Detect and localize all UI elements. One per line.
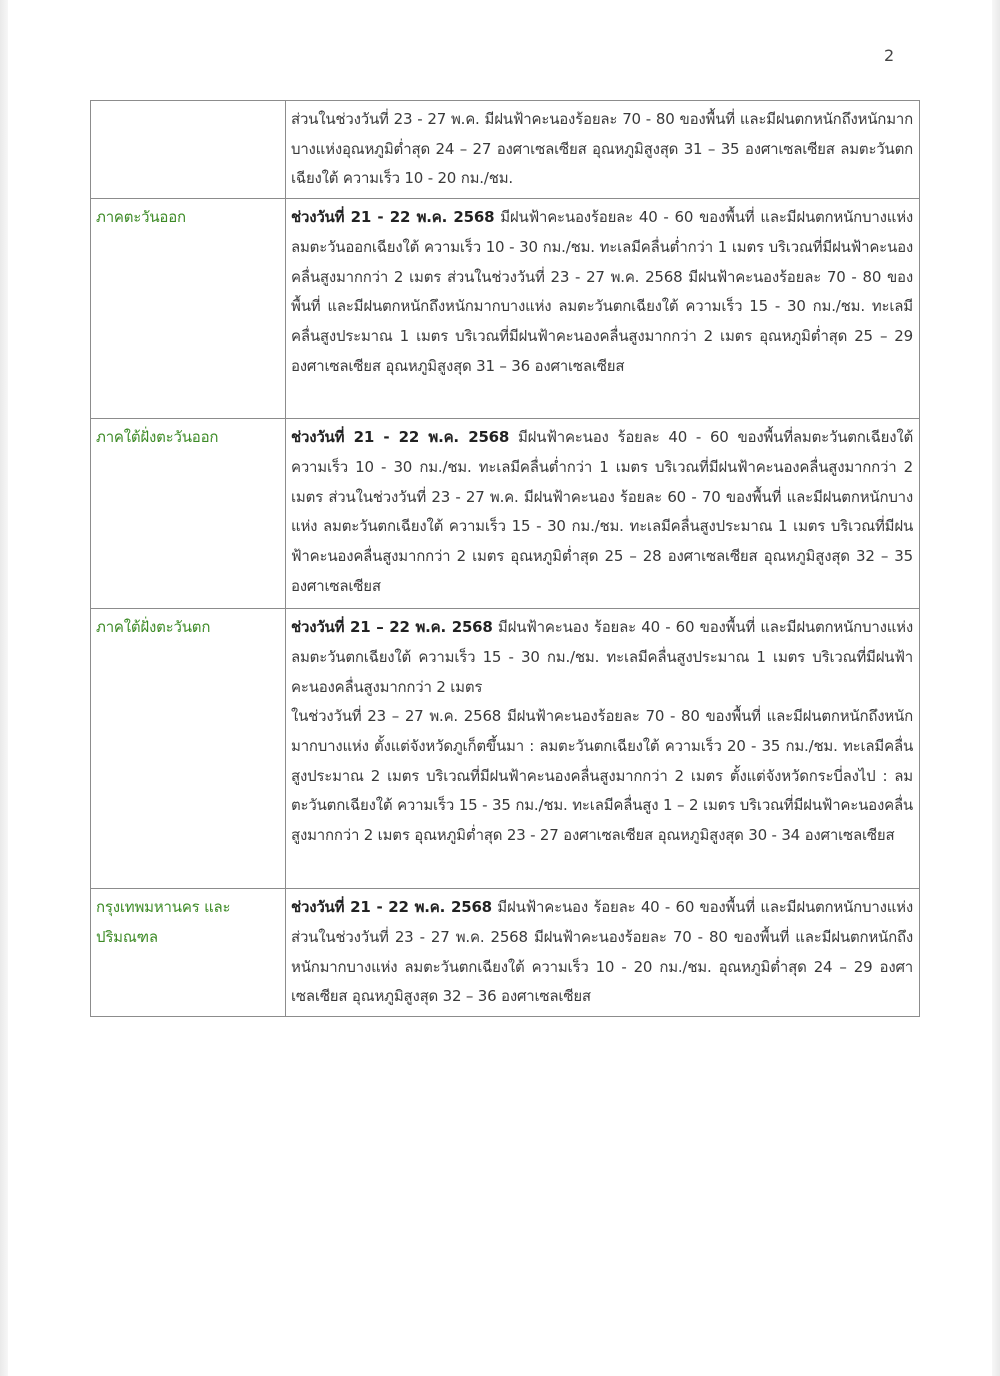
period-label: ช่วงวันที่ 21 – 22 พ.ค. 2568: [291, 618, 493, 637]
table-row: [91, 889, 920, 1017]
period-label: ช่วงวันที่ 21 - 22 พ.ค. 2568: [291, 898, 492, 917]
detail-cell: [286, 101, 920, 199]
viewer-edge-left: [0, 0, 8, 1376]
region-name: ภาคตะวันออก: [96, 208, 186, 227]
detail-cell: [286, 609, 920, 889]
detail-text: มีฝนฟ้าคะนองร้อยละ 40 - 60 ของพื้นที่ และมีฝนตกหนักบางแห่งลมตะวันออกเฉียงใต้ ความเร็ว 10 - 30 กม./ชม. ทะเลมีคลื่นต่ำกว่า 1 เมตร บริเวณที่มีฝนฟ้าคะนองคลื่นสูงมากกว่า 2 เมตร ส่วนในช่วงวันที่ 23 - 27 พ.ค. 2568 มีฝนฟ้าคะนองร้อยละ 70 - 80 ของพื้นที่ และมีฝนตกหนักถึงหนักมากบางแห่ง ลมตะวันตกเฉียงใต้ ความเร็ว 15 - 30 กม./ชม. ทะเลมีคลื่นสูงประมาณ 1 เมตร บริเวณที่มีฝนฟ้าคะนองคลื่นสูงมากกว่า 2 เมตร อุณหภูมิต่ำสุด 25 – 29 องศาเซลเซียส อุณหภูมิสูงสุด 31 – 36 องศาเซลเซียส: [291, 208, 914, 375]
region-cell: [91, 419, 286, 609]
region-cell: [91, 101, 286, 199]
detail-cell: [286, 889, 920, 1017]
detail-text: มีฝนฟ้าคะนอง ร้อยละ 40 - 60 ของพื้นที่ และมีฝนตกหนักบางแห่ง ลมตะวันตกเฉียงใต้ ความเร็ว 15 - 30 กม./ชม. ทะเลมีคลื่นสูงประมาณ 1 เมตร บริเวณที่มีฝนฟ้าคะนองคลื่นสูงมากกว่า 2 เมตร: [291, 618, 913, 696]
region-cell: [91, 609, 286, 889]
detail-cell: [286, 419, 920, 609]
viewer-edge-right: [992, 0, 1000, 1376]
period-label: ช่วงวันที่ 21 - 22 พ.ค. 2568: [291, 208, 495, 227]
table-row: [91, 609, 920, 889]
region-name: กรุงเทพมหานคร และปริมณฑล: [96, 898, 231, 946]
region-cell: [91, 889, 286, 1017]
table-row: [91, 101, 920, 199]
table-row: [91, 419, 920, 609]
detail-paragraph: [291, 613, 913, 702]
detail-text: มีฝนฟ้าคะนอง ร้อยละ 40 - 60 ของพื้นที่ และมีฝนตกหนักบางแห่ง ส่วนในช่วงวันที่ 23 - 27 พ.ค. 2568 มีฝนฟ้าคะนองร้อยละ 70 - 80 ของพื้นที่ และมีฝนตกหนักถึงหนักมากบางแห่ง ลมตะวันตกเฉียงใต้ ความเร็ว 10 - 20 กม./ชม. อุณหภูมิต่ำสุด 24 – 29 องศาเซลเซียส อุณหภูมิสูงสุด 32 – 36 องศาเซลเซียส: [291, 898, 913, 1006]
page-number: 2: [884, 46, 895, 65]
forecast-table: [90, 100, 920, 1017]
detail-text: มีฝนฟ้าคะนอง ร้อยละ 40 - 60 ของพื้นที่ลมตะวันตกเฉียงใต้ ความเร็ว 10 - 30 กม./ชม. ทะเลมีคลื่นต่ำกว่า 1 เมตร บริเวณที่มีฝนฟ้าคะนองคลื่นสูงมากกว่า 2 เมตร ส่วนในช่วงวันที่ 23 - 27 พ.ค. มีฝนฟ้าคะนอง ร้อยละ 60 - 70 ของพื้นที่ และมีฝนตกหนักบางแห่ง ลมตะวันตกเฉียงใต้ ความเร็ว 15 - 30 กม./ชม. ทะเลมีคลื่นสูงประมาณ 1 เมตร บริเวณที่มีฝนฟ้าคะนองคลื่นสูงมากกว่า 2 เมตร อุณหภูมิต่ำสุด 25 – 28 องศาเซลเซียส อุณหภูมิสูงสุด 32 – 35 องศาเซลเซียส: [291, 428, 913, 595]
table-row: [91, 199, 920, 419]
detail-text: ส่วนในช่วงวันที่ 23 - 27 พ.ค. มีฝนฟ้าคะนองร้อยละ 70 - 80 ของพื้นที่ และมีฝนตกหนักถึงหนักมากบางแห่งอุณหภูมิต่ำสุด 24 – 27 องศาเซลเซียส อุณหภูมิสูงสุด 31 – 35 องศาเซลเซียส ลมตะวันตกเฉียงใต้ ความเร็ว 10 - 20 กม./ชม.: [291, 110, 913, 188]
detail-cell: [286, 199, 920, 419]
region-cell: [91, 199, 286, 419]
region-name: ภาคใต้ฝั่งตะวันออก: [96, 428, 219, 447]
detail-paragraph-2: ในช่วงวันที่ 23 – 27 พ.ค. 2568 มีฝนฟ้าคะนองร้อยละ 70 - 80 ของพื้นที่ และมีฝนตกหนักถึงหนักมากบางแห่ง ตั้งแต่จังหวัดภูเก็ตขึ้นมา : ลมตะวันตกเฉียงใต้ ความเร็ว 20 - 35 กม./ชม. ทะเลมีคลื่นสูงประมาณ 2 เมตร บริเวณที่มีฝนฟ้าคะนองคลื่นสูงมากกว่า 2 เมตร ตั้งแต่จังหวัดกระบี่ลงไป : ลมตะวันตกเฉียงใต้ ความเร็ว 15 - 35 กม./ชม. ทะเลมีคลื่นสูง 1 – 2 เมตร บริเวณที่มีฝนฟ้าคะนองคลื่นสูงมากกว่า 2 เมตร อุณหภูมิต่ำสุด 23 - 27 องศาเซลเซียส อุณหภูมิสูงสุด 30 - 34 องศาเซลเซียส: [291, 707, 913, 845]
region-name: ภาคใต้ฝั่งตะวันตก: [96, 618, 211, 637]
period-label: ช่วงวันที่ 21 - 22 พ.ค. 2568: [291, 428, 510, 447]
